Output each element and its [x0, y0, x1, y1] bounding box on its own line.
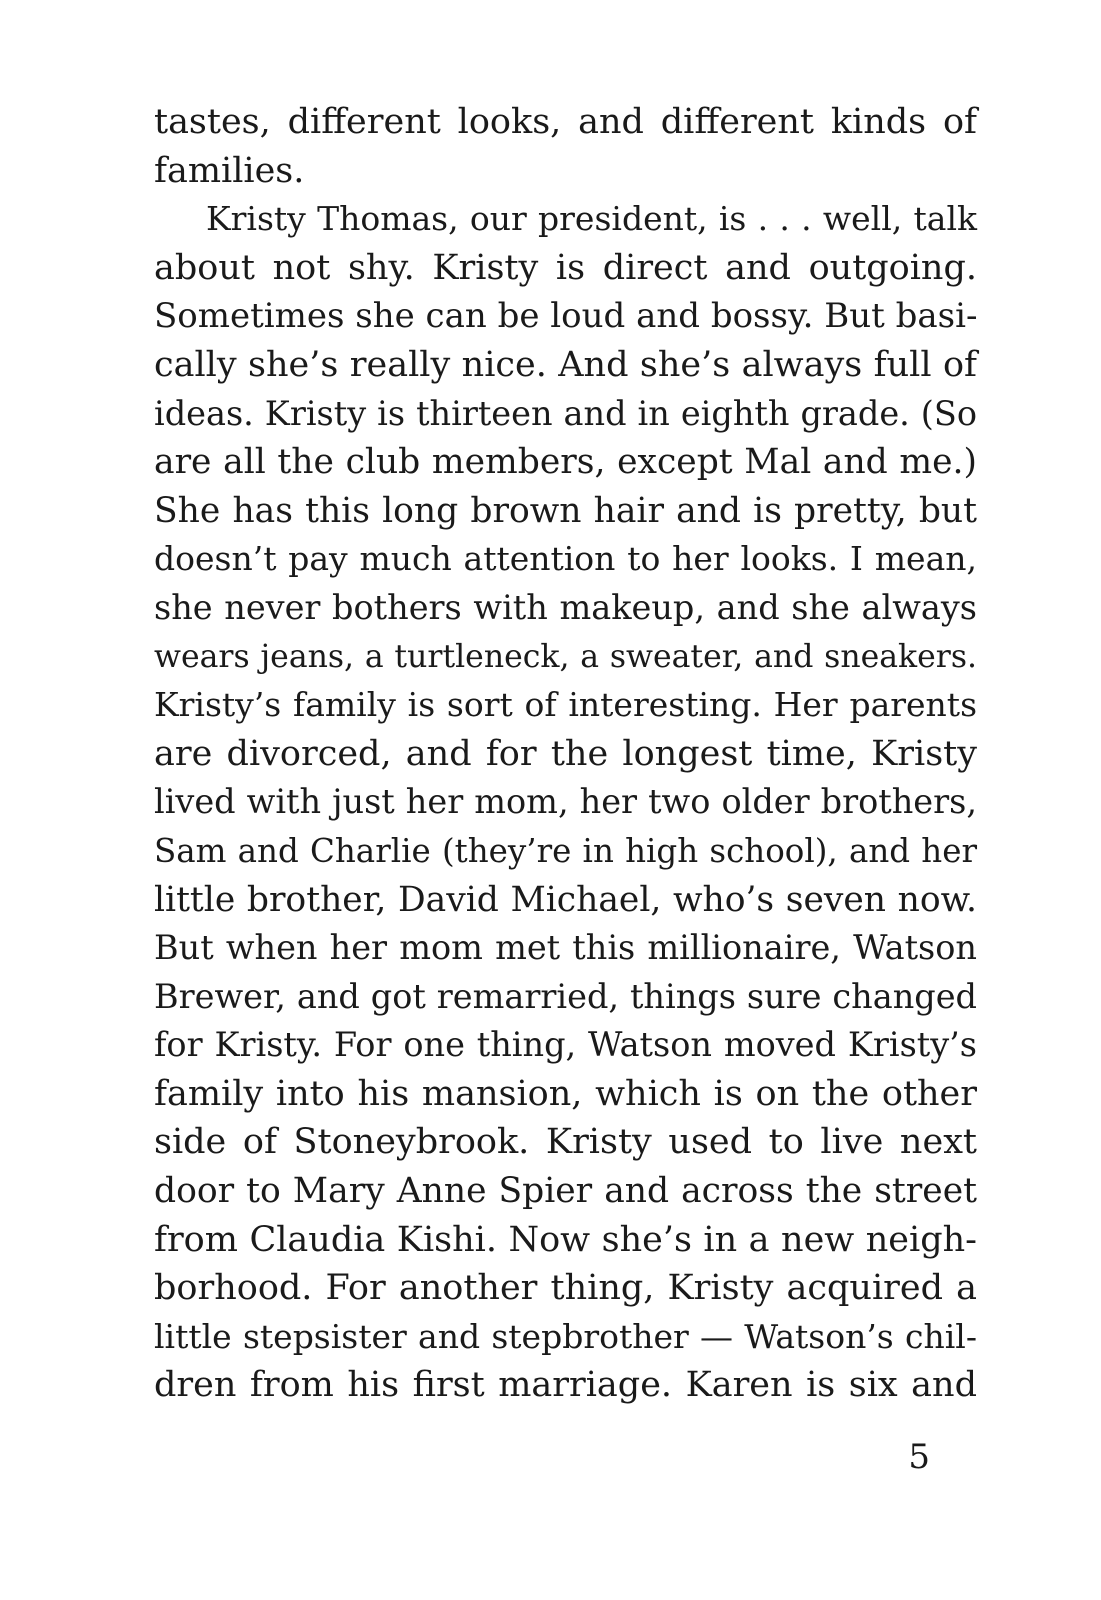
text-line: for Kristy. For one thing, Watson moved Kristy’s: [154, 1025, 977, 1065]
text-line: She has this long brown hair and is pretty, but: [154, 490, 977, 531]
text-line: Kristy Thomas, our president, is . . . well, talk: [206, 199, 977, 239]
text-line: But when her mom met this millionaire, Watson: [154, 928, 977, 968]
text-line: borhood. For another thing, Kristy acquired a: [154, 1268, 977, 1309]
text-line: tastes, different looks, and different kinds of: [154, 102, 977, 142]
text-line: cally she’s really nice. And she’s always full of: [154, 344, 977, 385]
page-number: 5: [908, 1437, 930, 1477]
text-line: little stepsister and stepbrother — Watson’s chil-: [154, 1316, 977, 1356]
text-line: family into his mansion, which is on the other: [154, 1073, 977, 1114]
text-line: Brewer, and got remarried, things sure changed: [154, 976, 977, 1016]
text-line: little brother, David Michael, who’s seven now.: [154, 879, 977, 920]
text-line: are divorced, and for the longest time, Kristy: [154, 733, 977, 774]
text-line: lived with just her mom, her two older brothers,: [154, 782, 977, 822]
text-line: are all the club members, except Mal and me.): [154, 442, 977, 483]
text-line: side of Stoneybrook. Kristy used to live next: [154, 1122, 977, 1163]
text-line: Kristy’s family is sort of interesting. Her parents: [154, 685, 977, 725]
body-text: [154, 98, 977, 1410]
text-line: families.: [154, 150, 305, 191]
text-line: about not shy. Kristy is direct and outgoing.: [154, 247, 977, 288]
text-line: doesn’t pay much attention to her looks. I mean,: [154, 539, 977, 579]
text-line: wears jeans, a turtleneck, a sweater, and sneakers.: [154, 638, 977, 675]
text-line: from Claudia Kishi. Now she’s in a new neigh-: [154, 1219, 977, 1260]
text-line: Sometimes she can be loud and bossy. But basi-: [154, 296, 978, 337]
text-line: she never bothers with makeup, and she always: [154, 587, 977, 627]
text-line: door to Mary Anne Spier and across the street: [154, 1171, 977, 1212]
text-line: Sam and Charlie (they’re in high school), and her: [154, 831, 977, 870]
text-line: ideas. Kristy is thirteen and in eighth grade. (So: [154, 393, 977, 433]
text-line: dren from his first marriage. Karen is six and: [154, 1365, 977, 1406]
